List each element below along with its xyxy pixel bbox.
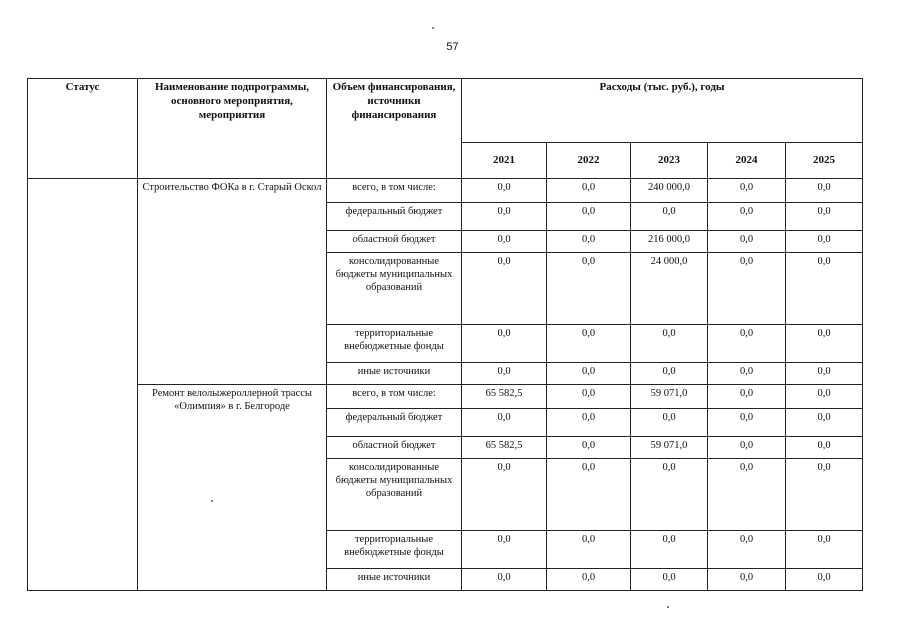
funding-source: федеральный бюджет xyxy=(327,409,462,437)
status-cell xyxy=(28,179,138,591)
expense-value: 0,0 xyxy=(786,409,863,437)
funding-source: всего, в том числе: xyxy=(327,179,462,203)
scan-speck xyxy=(211,500,213,502)
expense-value: 0,0 xyxy=(547,459,631,531)
funding-source: федеральный бюджет xyxy=(327,203,462,231)
expense-value: 65 582,5 xyxy=(462,437,547,459)
header-year: 2021 xyxy=(462,143,547,179)
expense-value: 0,0 xyxy=(547,531,631,569)
expense-value: 0,0 xyxy=(708,179,786,203)
expense-value: 216 000,0 xyxy=(631,231,708,253)
expense-value: 0,0 xyxy=(708,203,786,231)
expense-value: 0,0 xyxy=(462,531,547,569)
expense-value: 59 071,0 xyxy=(631,437,708,459)
expense-value: 0,0 xyxy=(547,179,631,203)
budget-table xyxy=(27,78,863,591)
header-row xyxy=(28,79,863,143)
scan-speck xyxy=(667,606,669,608)
expense-value: 0,0 xyxy=(631,363,708,385)
header-name: Наименование подпрограммы, основного мероприятия, мероприятия xyxy=(138,79,327,179)
header-volume: Объем финансирования, источники финансирования xyxy=(327,79,462,179)
expense-value: 59 071,0 xyxy=(631,385,708,409)
expense-value: 0,0 xyxy=(708,409,786,437)
header-expenses: Расходы (тыс. руб.), годы xyxy=(462,79,863,143)
expense-value: 65 582,5 xyxy=(462,385,547,409)
table-body xyxy=(28,179,863,591)
expense-value: 0,0 xyxy=(708,253,786,325)
expense-value: 0,0 xyxy=(708,385,786,409)
expense-value: 0,0 xyxy=(462,179,547,203)
expense-value: 0,0 xyxy=(708,569,786,591)
expense-value: 0,0 xyxy=(708,437,786,459)
funding-source: иные источники xyxy=(327,363,462,385)
expense-value: 0,0 xyxy=(462,203,547,231)
expense-value: 0,0 xyxy=(547,569,631,591)
header-year: 2025 xyxy=(786,143,863,179)
expense-value: 0,0 xyxy=(547,437,631,459)
expense-value: 0,0 xyxy=(462,253,547,325)
expense-value: 240 000,0 xyxy=(631,179,708,203)
table-row xyxy=(28,385,863,409)
expense-value: 0,0 xyxy=(708,531,786,569)
expense-value: 0,0 xyxy=(786,437,863,459)
expense-value: 0,0 xyxy=(631,325,708,363)
funding-source: областной бюджет xyxy=(327,231,462,253)
expense-value: 0,0 xyxy=(786,459,863,531)
expense-value: 0,0 xyxy=(786,363,863,385)
funding-source: всего, в том числе: xyxy=(327,385,462,409)
funding-source: территориальные внебюджетные фонды xyxy=(327,325,462,363)
header-status: Статус xyxy=(28,79,138,179)
table-row xyxy=(28,179,863,203)
expense-value: 0,0 xyxy=(708,363,786,385)
expense-value: 0,0 xyxy=(786,231,863,253)
expense-value: 0,0 xyxy=(547,409,631,437)
header-year: 2024 xyxy=(708,143,786,179)
expense-value: 24 000,0 xyxy=(631,253,708,325)
expense-value: 0,0 xyxy=(708,231,786,253)
funding-source: консолидированные бюджеты муниципальных образований xyxy=(327,253,462,325)
expense-value: 0,0 xyxy=(462,231,547,253)
page-number: 57 xyxy=(446,41,459,53)
expense-value: 0,0 xyxy=(786,253,863,325)
expense-value: 0,0 xyxy=(708,459,786,531)
measure-name: Строительство ФОКа в г. Старый Оскол xyxy=(138,179,327,385)
expense-value: 0,0 xyxy=(547,363,631,385)
expense-value: 0,0 xyxy=(547,231,631,253)
expense-value: 0,0 xyxy=(708,325,786,363)
expense-value: 0,0 xyxy=(786,569,863,591)
expense-value: 0,0 xyxy=(786,325,863,363)
expense-value: 0,0 xyxy=(547,325,631,363)
expense-value: 0,0 xyxy=(631,409,708,437)
expense-value: 0,0 xyxy=(786,531,863,569)
expense-value: 0,0 xyxy=(631,459,708,531)
expense-value: 0,0 xyxy=(547,203,631,231)
expense-value: 0,0 xyxy=(462,363,547,385)
funding-source: консолидированные бюджеты муниципальных образований xyxy=(327,459,462,531)
measure-name: Ремонт велолыжероллерной трассы «Олимпия» в г. Белгороде xyxy=(138,385,327,591)
expense-value: 0,0 xyxy=(547,253,631,325)
header-year: 2022 xyxy=(547,143,631,179)
scan-speck xyxy=(432,27,434,29)
expense-value: 0,0 xyxy=(631,569,708,591)
expense-value: 0,0 xyxy=(462,569,547,591)
funding-source: территориальные внебюджетные фонды xyxy=(327,531,462,569)
expense-value: 0,0 xyxy=(462,325,547,363)
expense-value: 0,0 xyxy=(631,531,708,569)
funding-source: областной бюджет xyxy=(327,437,462,459)
expense-value: 0,0 xyxy=(786,179,863,203)
expense-value: 0,0 xyxy=(786,385,863,409)
expense-value: 0,0 xyxy=(462,409,547,437)
expense-value: 0,0 xyxy=(786,203,863,231)
expense-value: 0,0 xyxy=(462,459,547,531)
expense-value: 0,0 xyxy=(631,203,708,231)
header-year: 2023 xyxy=(631,143,708,179)
expense-value: 0,0 xyxy=(547,385,631,409)
funding-source: иные источники xyxy=(327,569,462,591)
